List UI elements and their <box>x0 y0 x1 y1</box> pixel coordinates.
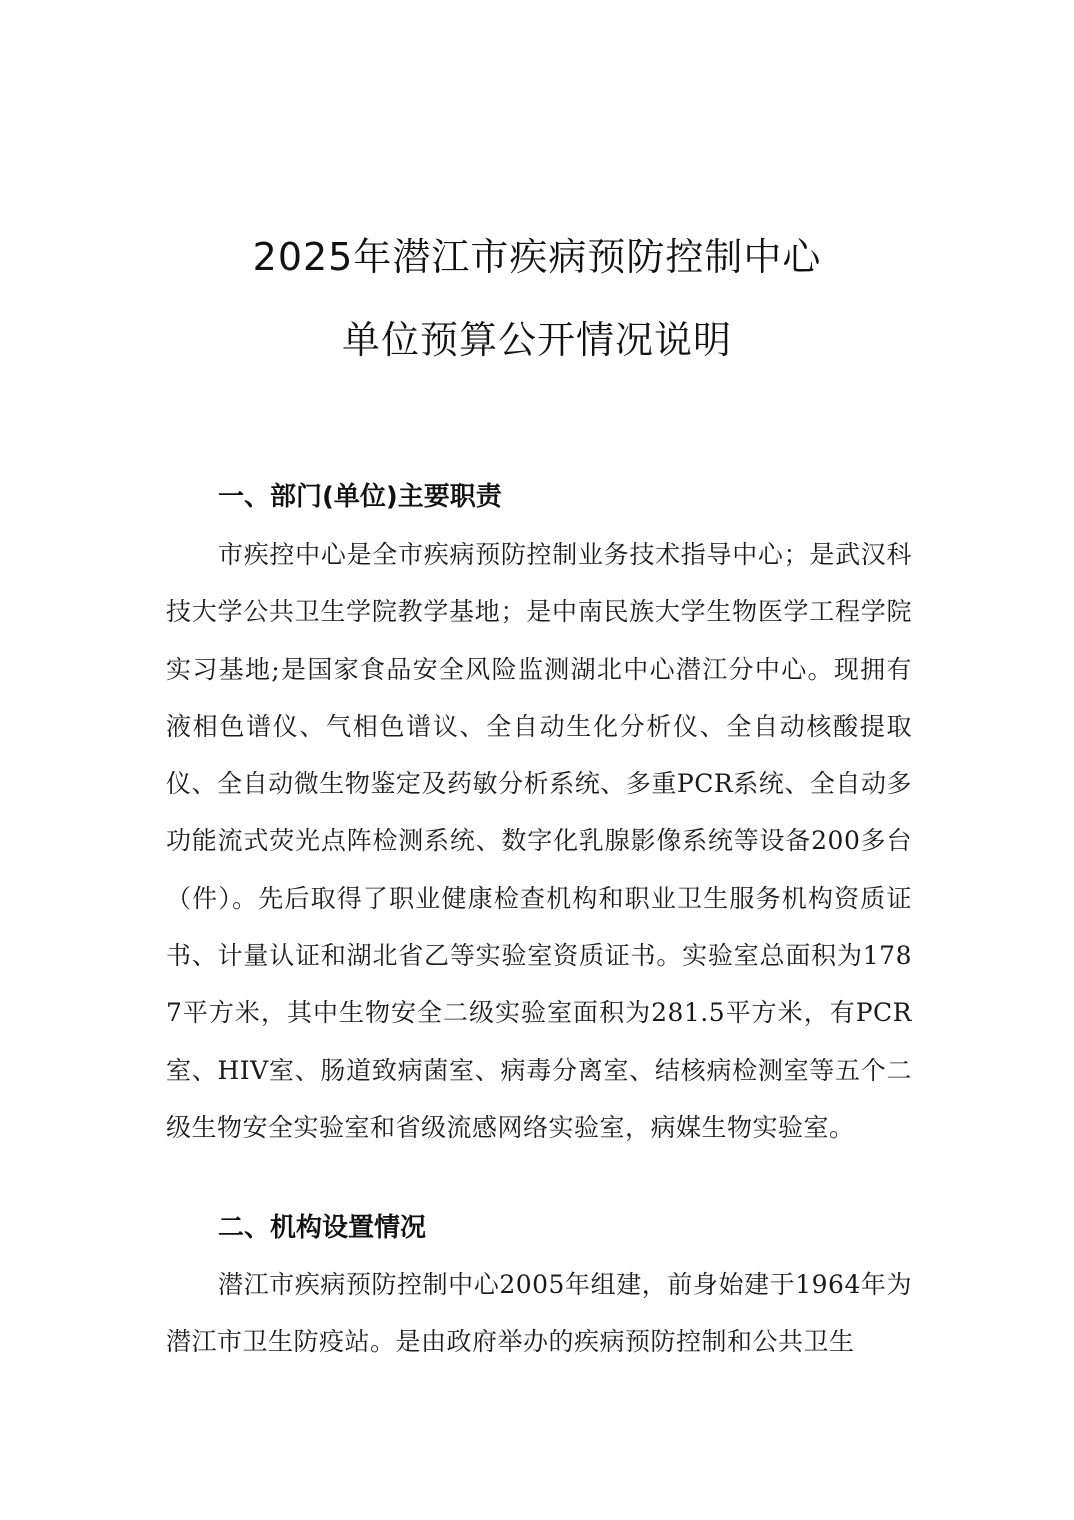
section-heading-duties: 一、部门(单位)主要职责 <box>218 482 502 512</box>
document-title-line1: 2025年潜江市疾病预防控制中心 <box>252 235 822 279</box>
section-heading-organization: 二、机构设置情况 <box>218 1213 427 1243</box>
section-paragraph-organization: 潜江市疾病预防控制中心2005年组建，前身始建于1964年为潜江市卫生防疫站。是由政府举办的疾病预防控制和公共卫生 <box>166 1270 912 1357</box>
document-title-line2: 单位预算公开情况说明 <box>341 318 732 362</box>
section-paragraph-duties: 市疾控中心是全市疾病预防控制业务技术指导中心；是武汉科技大学公共卫生学院教学基地；是中南民族大学生物医学工程学院实习基地;是国家食品安全风险监测湖北中心潜江分中心。现拥有液相色谱仪、气相色谱议、全自动生化分析仪、全自动核酸提取仪、全自动微生物鉴定及药敏分析系统、多重PCR系统、全自动多功能流式荧光点阵检测系统、数字化乳腺影像系统等设备200多台（件）。先后取得了职业健康检查机构和职业卫生服务机构资质证书、计量认证和湖北省乙等实验室资质证书。实验室总面积为1787平方米，其中生物安全二级实验室面积为281.5平方米，有PCR室、HIV室、肠道致病菌室、病毒分离室、结核病检测室等五个二级生物安全实验室和省级流感网络实验室，病媒生物实验室。 <box>166 540 912 1142</box>
